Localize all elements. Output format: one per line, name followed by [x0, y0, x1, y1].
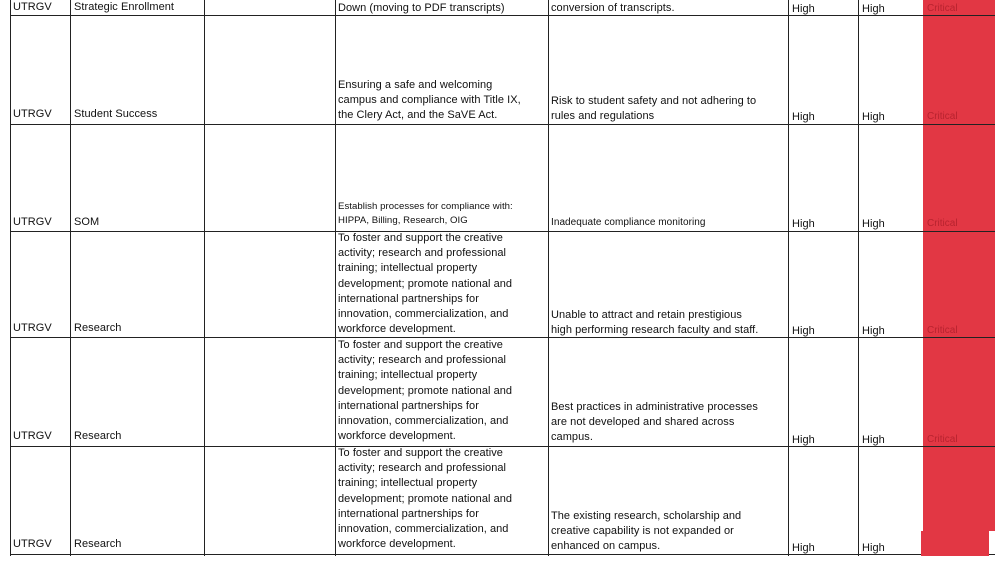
column-divider	[858, 0, 859, 556]
area-cell: Research	[74, 322, 122, 334]
area-cell: Research	[74, 430, 122, 442]
column-divider	[10, 0, 11, 556]
impact-cell: High	[862, 325, 885, 337]
rating-cell: Critical	[927, 434, 958, 445]
objective-cell: Establish processes for compliance with: HIPPA, Billing, Research, OIG	[338, 201, 513, 226]
rating-cell: Critical	[927, 3, 958, 14]
area-cell: Strategic Enrollment	[74, 1, 175, 13]
table-row	[0, 0, 995, 15]
row-divider	[10, 554, 995, 555]
impact-cell: High	[862, 3, 885, 15]
objective-cell: Ensuring a safe and welcoming campus and compliance with Title IX, the Clery Act, and the SaVE Act.	[338, 79, 521, 122]
risk-cell: Inadequate compliance monitoring	[551, 217, 706, 228]
column-divider	[335, 0, 336, 556]
critical-fill	[923, 338, 995, 446]
critical-fill	[923, 16, 995, 124]
likelihood-cell: High	[792, 542, 815, 554]
critical-fill	[921, 531, 989, 556]
impact-cell: High	[862, 434, 885, 446]
institution-cell: UTRGV	[13, 430, 52, 442]
likelihood-cell: High	[792, 434, 815, 446]
institution-cell: UTRGV	[13, 108, 52, 120]
row-divider	[10, 124, 995, 125]
institution-cell: UTRGV	[13, 216, 52, 228]
column-divider	[788, 0, 789, 556]
critical-fill	[923, 447, 995, 531]
risk-cell: Risk to student safety and not adhering to rules and regulations	[551, 95, 757, 123]
objective-cell: To foster and support the creative activity; research and professional training; intellectual property development; promote national and international partnerships for innovation, commercialization, and workforce development.	[338, 447, 513, 551]
rating-cell: Critical	[927, 325, 958, 336]
likelihood-cell: High	[792, 111, 815, 123]
objective-cell: To foster and support the creative activity; research and professional training; intellectual property development; promote national and international partnerships for innovation, commercialization, and workforce development.	[338, 232, 513, 336]
institution-cell: UTRGV	[13, 538, 52, 550]
critical-fill	[923, 232, 995, 337]
rating-cell: Critical	[927, 218, 958, 229]
risk-cell: Unable to attract and retain prestigious high performing research faculty and staff.	[551, 309, 759, 337]
likelihood-cell: High	[792, 325, 815, 337]
institution-cell: UTRGV	[13, 322, 52, 334]
column-divider	[204, 0, 205, 556]
area-cell: Research	[74, 538, 122, 550]
institution-cell: UTRGV	[13, 1, 52, 13]
impact-cell: High	[862, 218, 885, 230]
likelihood-cell: High	[792, 218, 815, 230]
area-cell: SOM	[74, 216, 100, 228]
objective-cell: To foster and support the creative activity; research and professional training; intellectual property development; promote national and international partnerships for innovation, commercialization, and workforce development.	[338, 339, 513, 443]
likelihood-cell: High	[792, 3, 815, 15]
impact-cell: High	[862, 111, 885, 123]
area-cell: Student Success	[74, 108, 158, 120]
critical-fill	[923, 125, 995, 231]
column-divider	[548, 0, 549, 556]
risk-cell: conversion of transcripts.	[551, 2, 675, 14]
risk-cell: The existing research, scholarship and creative capability is not expanded or enhanced on campus.	[551, 510, 742, 553]
objective-cell: Down (moving to PDF transcripts)	[338, 2, 505, 14]
column-divider	[70, 0, 71, 556]
rating-cell: Critical	[927, 111, 958, 122]
impact-cell: High	[862, 542, 885, 554]
risk-cell: Best practices in administrative processes are not developed and shared across campus.	[551, 401, 758, 444]
